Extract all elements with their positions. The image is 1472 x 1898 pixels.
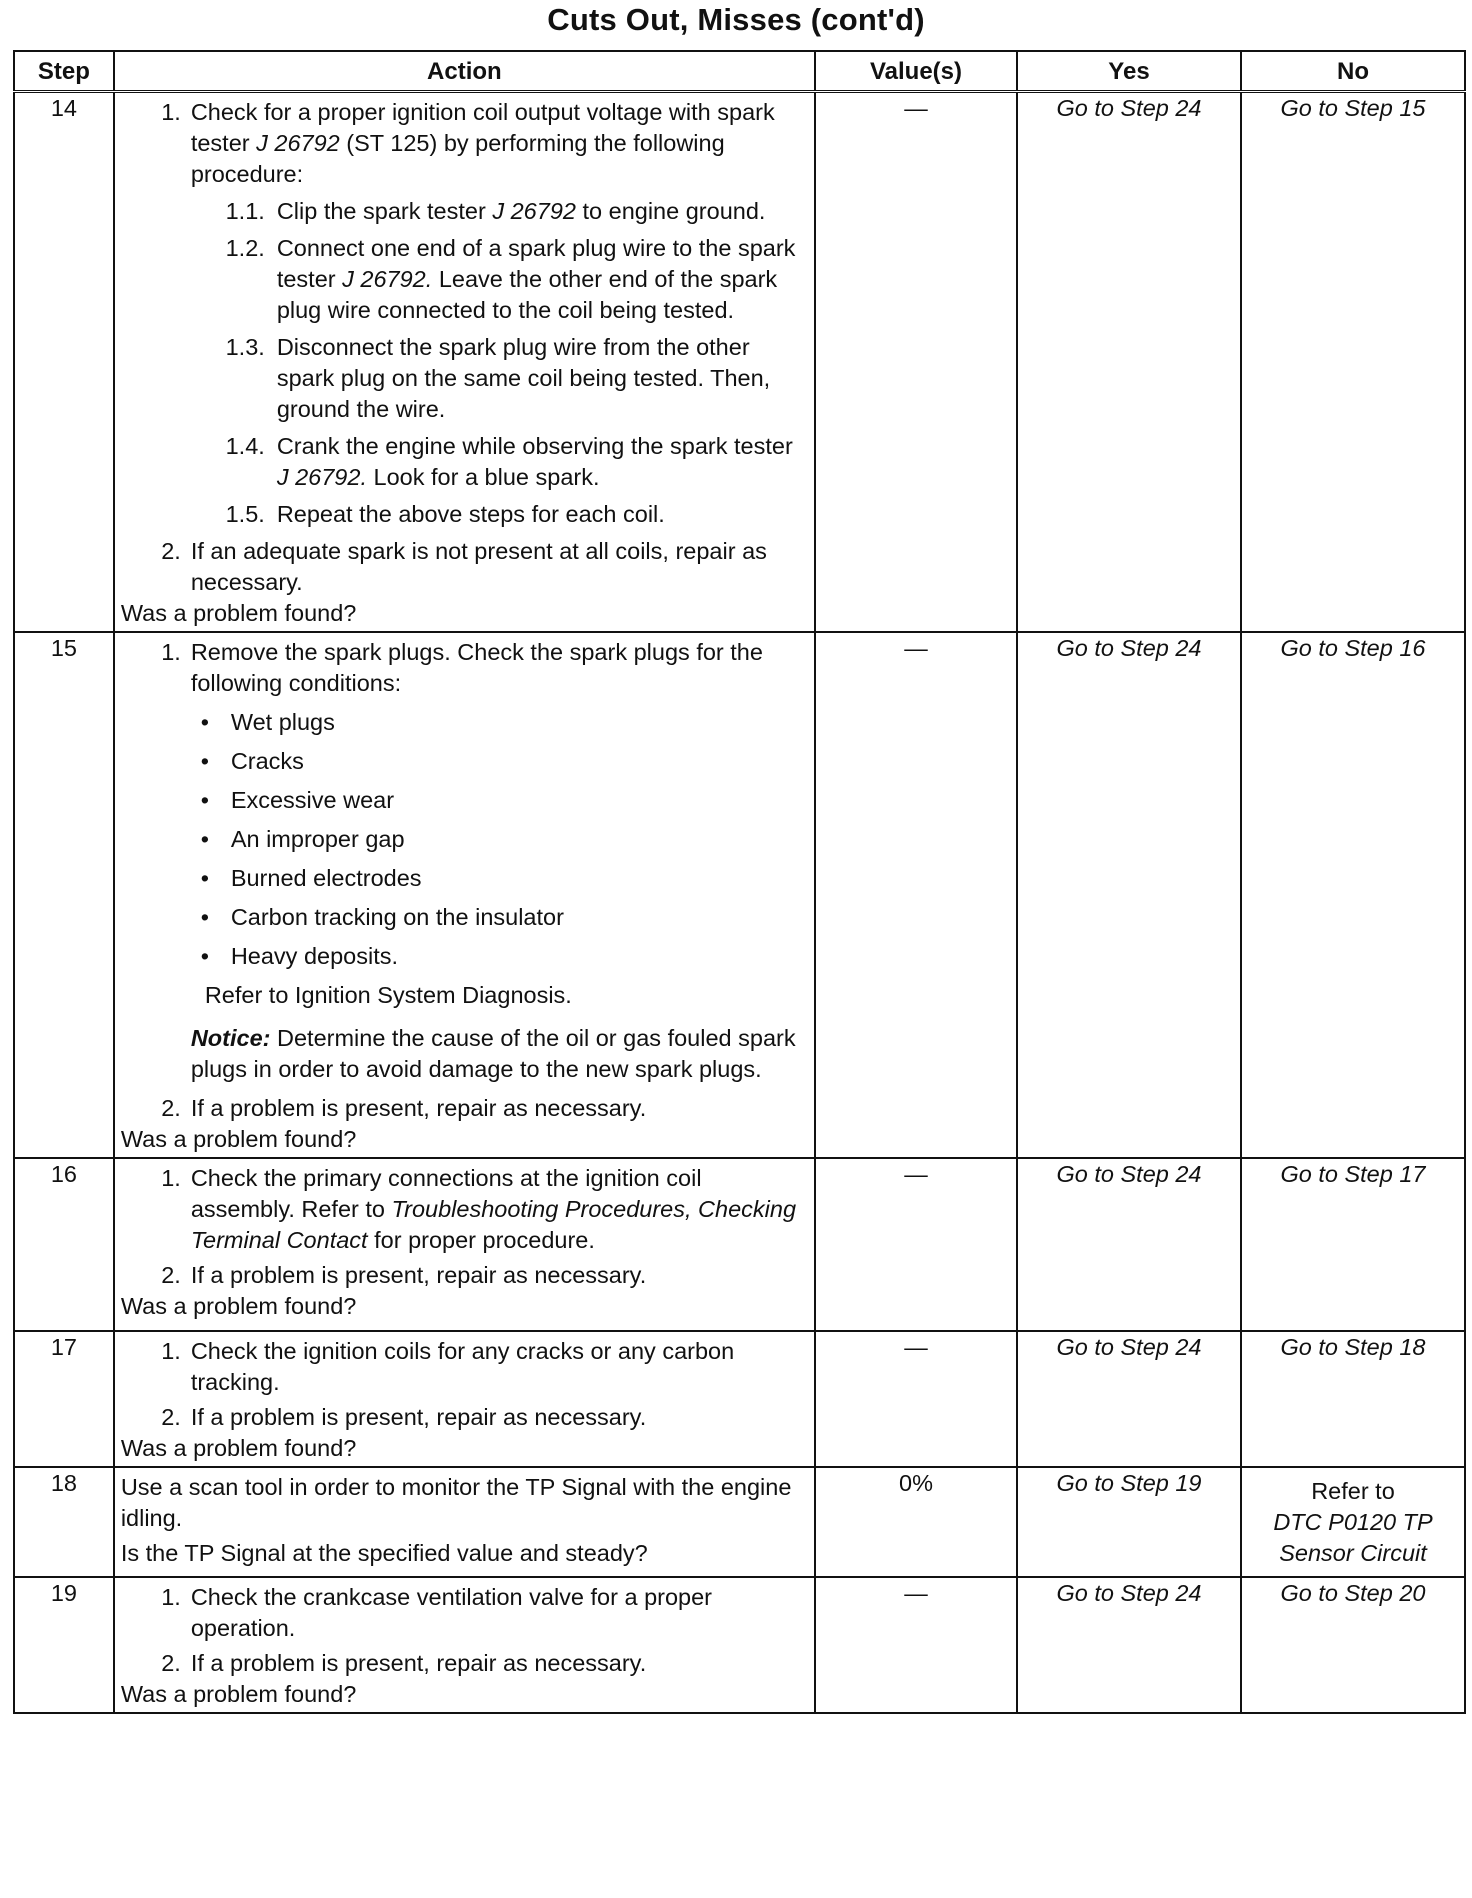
value-cell: 0% — [815, 1467, 1017, 1577]
table-row-step-19 — [14, 1577, 1465, 1713]
reference-link[interactable]: Troubleshooting Procedures, Checking Terminal Contact — [190, 1196, 797, 1253]
action-item: 2. If a problem is present, repair as necessary. — [161, 1095, 647, 1121]
question: Is the TP Signal at the specified value and steady? — [120, 1540, 648, 1566]
header-no: No — [1241, 51, 1465, 92]
value-cell: — — [815, 92, 1017, 633]
yes-cell: Go to Step 24 — [1017, 1158, 1241, 1331]
header-yes: Yes — [1017, 51, 1241, 92]
dtc-reference-link[interactable]: DTC P0120 TP — [1273, 1508, 1433, 1535]
no-cell: Go to Step 16 — [1241, 632, 1465, 1158]
action-item: 2. If a problem is present, repair as necessary. — [161, 1404, 647, 1430]
question: Was a problem found? — [120, 1435, 357, 1461]
table-row-step-16 — [14, 1158, 1465, 1331]
list-item: • Heavy deposits. — [200, 943, 399, 969]
step-number: 16 — [14, 1158, 114, 1331]
question: Was a problem found? — [120, 1681, 357, 1707]
yes-cell: Go to Step 24 — [1017, 1577, 1241, 1713]
table-header-row — [14, 51, 1465, 92]
value-cell: — — [815, 1158, 1017, 1331]
no-cell: Go to Step 18 — [1241, 1331, 1465, 1467]
value-cell: — — [815, 632, 1017, 1158]
action-item: 1. Check for a proper ignition coil output voltage with spark tester J 26792 (ST 125) by performing the following procedure: — [161, 99, 775, 187]
action-item: 2. If a problem is present, repair as necessary. — [161, 1650, 647, 1676]
refer-note: Refer to Ignition System Diagnosis. — [204, 982, 572, 1008]
dtc-reference-link[interactable]: Sensor Circuit — [1279, 1539, 1427, 1566]
action-cell — [114, 1577, 815, 1713]
yes-cell: Go to Step 24 — [1017, 632, 1241, 1158]
action-item: 1. Check the ignition coils for any cracks or any carbon tracking. — [161, 1338, 735, 1395]
no-cell: Go to Step 20 — [1241, 1577, 1465, 1713]
page-title: Cuts Out, Misses (cont'd) — [547, 2, 925, 37]
action-subitem: 1.4. Crank the engine while observing the spark tester J 26792. Look for a blue spark. — [225, 433, 793, 490]
action-subitem: 1.2. Connect one end of a spark plug wire to the spark tester J 26792. Leave the other end of the spark plug wire connected to the coil being tested. — [225, 235, 796, 323]
step-number: 15 — [14, 632, 114, 1158]
list-item: • Burned electrodes — [200, 865, 422, 891]
no-cell: Go to Step 15 — [1241, 92, 1465, 633]
yes-cell: Go to Step 24 — [1017, 92, 1241, 633]
action-item: 1. Check the primary connections at the ignition coil assembly. Refer to Troubleshooting Procedures, Checking Terminal Contact for proper procedure. — [161, 1165, 797, 1253]
action-cell — [114, 1158, 815, 1331]
step-number: 18 — [14, 1467, 114, 1577]
step-number: 19 — [14, 1577, 114, 1713]
tool-ref: J 26792 — [492, 198, 576, 224]
table-row-step-18 — [14, 1467, 1465, 1577]
tool-ref: J 26792. — [342, 266, 433, 292]
action-subitem: 1.3. Disconnect the spark plug wire from the other spark plug on the same coil being tested. Then, ground the wire. — [225, 334, 771, 422]
tool-ref: J 26792. — [276, 464, 367, 490]
tool-ref: J 26792 — [256, 130, 340, 156]
header-step: Step — [14, 51, 114, 92]
diagnostic-table — [13, 50, 1466, 1714]
action-text: Use a scan tool in order to monitor the TP Signal with the engine idling. — [120, 1474, 792, 1531]
question: Was a problem found? — [120, 1293, 357, 1319]
action-item: 1. Check the crankcase ventilation valve for a proper operation. — [161, 1584, 713, 1641]
refer-label: Refer to — [1311, 1477, 1395, 1504]
step-number: 17 — [14, 1331, 114, 1467]
action-subitem: 1.1. Clip the spark tester J 26792 to engine ground. — [225, 198, 766, 224]
value-cell: — — [815, 1331, 1017, 1467]
notice: Notice: Determine the cause of the oil or gas fouled spark plugs in order to avoid damage to the new spark plugs. — [190, 1025, 796, 1082]
value-cell: — — [815, 1577, 1017, 1713]
yes-cell: Go to Step 19 — [1017, 1467, 1241, 1577]
question: Was a problem found? — [120, 1126, 357, 1152]
table-row-step-17 — [14, 1331, 1465, 1467]
table-row-step-14 — [14, 92, 1465, 633]
no-cell: Go to Step 17 — [1241, 1158, 1465, 1331]
yes-cell: Go to Step 24 — [1017, 1331, 1241, 1467]
list-item: • An improper gap — [200, 826, 405, 852]
no-cell — [1241, 1467, 1465, 1577]
header-values: Value(s) — [815, 51, 1017, 92]
action-cell — [114, 92, 815, 633]
action-cell — [114, 1467, 815, 1577]
action-item: 1. Remove the spark plugs. Check the spark plugs for the following conditions: — [161, 639, 763, 696]
step-number: 14 — [14, 92, 114, 633]
table-row-step-15 — [14, 632, 1465, 1158]
list-item: • Excessive wear — [200, 787, 395, 813]
list-item: • Cracks — [200, 748, 304, 774]
header-action: Action — [114, 51, 815, 92]
action-item: 2. If an adequate spark is not present at all coils, repair as necessary. — [161, 538, 767, 595]
list-item: • Carbon tracking on the insulator — [200, 904, 564, 930]
action-item: 2. If a problem is present, repair as necessary. — [161, 1262, 647, 1288]
question: Was a problem found? — [120, 600, 357, 626]
action-cell — [114, 1331, 815, 1467]
list-item: • Wet plugs — [200, 709, 335, 735]
action-cell — [114, 632, 815, 1158]
action-subitem: 1.5. Repeat the above steps for each coil. — [225, 501, 665, 527]
